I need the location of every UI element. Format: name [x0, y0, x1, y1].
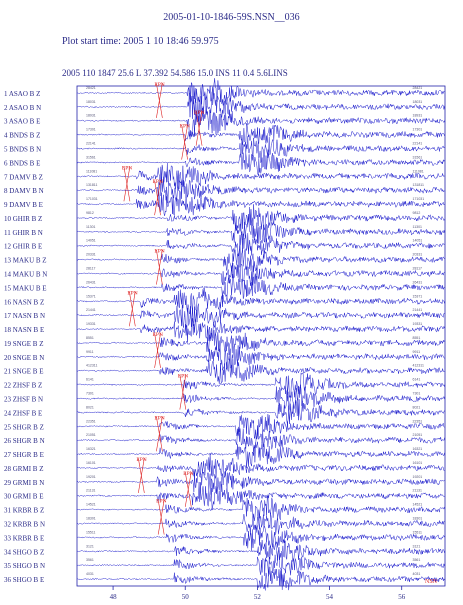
plot-title: 2005-01-10-1846-59S.NSN__036 — [163, 12, 300, 23]
pick-label-2: EPN — [179, 123, 191, 130]
trace-label-23: 23 ZHSF B N — [4, 395, 44, 404]
trace-start-amp-19: 8551 — [86, 335, 94, 340]
trace-start-amp-26: 21051 — [86, 433, 96, 438]
trace-waveform-19 — [77, 330, 445, 355]
trace-start-amp-6: 31561 — [86, 155, 96, 160]
trace-start-amp-4: 17301 — [86, 127, 96, 132]
trace-waveform-29 — [77, 469, 445, 494]
trace-label-17: 17 NASN B N — [4, 312, 46, 321]
trace-label-14: 14 MAKU B N — [4, 270, 48, 279]
trace-start-amp-21: 412311 — [86, 363, 98, 368]
x-tick-label-0: 48 — [109, 593, 117, 601]
pick-label-5: EPN — [154, 248, 165, 255]
trace-start-amp-36: 4031 — [86, 572, 94, 577]
trace-start-amp-7: 111081 — [86, 169, 98, 174]
trace-end-amp-24: 8021 — [412, 405, 421, 410]
trace-end-amp-19: 8551 — [412, 335, 421, 340]
trace-label-31: 31 KRBR B Z — [4, 506, 45, 515]
trace-waveform-2 — [77, 92, 445, 122]
trace-label-20: 20 SNGE B N — [4, 353, 45, 362]
trace-end-amp-28: 16101 — [412, 460, 423, 465]
trace-end-amp-10: 9812 — [412, 210, 421, 215]
trace-waveform-21 — [77, 359, 445, 384]
trace-end-amp-2: 18031 — [412, 99, 423, 104]
trace-label-22: 22 ZHSF B Z — [4, 381, 43, 390]
trace-label-6: 6 BNDS B E — [4, 159, 41, 168]
trace-label-15: 15 MAKU B E — [4, 284, 47, 293]
trace-start-amp-27: 16321 — [86, 447, 96, 452]
trace-end-amp-20: 9911 — [412, 349, 421, 354]
trace-end-amp-23: 7301 — [412, 391, 421, 396]
trace-label-26: 26 SHGR B N — [4, 437, 45, 446]
pick-label-8: EPN — [177, 373, 189, 380]
trace-start-amp-33: 15511 — [86, 530, 96, 535]
trace-end-amp-12: 14051 — [412, 238, 423, 243]
trace-label-30: 30 GRMI B E — [4, 492, 44, 501]
trace-label-32: 32 KRBR B N — [4, 520, 46, 529]
trace-end-amp-9: 171031 — [412, 197, 425, 202]
trace-end-amp-5: 22141 — [412, 141, 423, 146]
x-tick-label-3: 54 — [326, 593, 334, 601]
trace-start-amp-8: 131811 — [86, 183, 98, 188]
trace-waveform-10 — [77, 204, 445, 231]
trace-end-amp-32: 18301 — [412, 516, 423, 521]
trace-end-amp-29: 19201 — [412, 474, 423, 479]
trace-end-amp-3: 18931 — [412, 113, 423, 118]
trace-waveform-28 — [77, 454, 445, 477]
trace-waveform-8 — [77, 177, 445, 203]
trace-end-amp-11: 11301 — [412, 224, 423, 229]
trace-waveform-33 — [77, 526, 445, 551]
trace-end-amp-26: 21051 — [412, 433, 423, 438]
pick-label-0: EPN — [154, 82, 165, 88]
trace-waveform-5 — [77, 136, 445, 163]
trace-end-amp-31: 14521 — [412, 502, 423, 507]
trace-start-amp-11: 11301 — [86, 224, 96, 229]
trace-start-amp-13: 20331 — [86, 252, 96, 257]
trace-label-35: 35 SHGO B N — [4, 562, 46, 571]
trace-label-18: 18 NASN B E — [4, 326, 45, 335]
trace-end-amp-15: 26431 — [412, 280, 423, 285]
trace-label-33: 33 KRBR B E — [4, 534, 45, 543]
trace-label-10: 10 GHIR B Z — [4, 214, 43, 223]
trace-start-amp-15: 26431 — [86, 280, 96, 285]
trace-start-amp-10: 9812 — [86, 210, 94, 215]
trace-end-amp-6: 31561 — [412, 155, 423, 160]
trace-label-11: 11 GHIR B N — [4, 228, 43, 237]
trace-end-amp-22: 6141 — [412, 377, 421, 382]
trace-end-amp-16: 15371 — [412, 294, 423, 299]
trace-label-34: 34 SHGO B Z — [4, 548, 45, 557]
trace-label-2: 2 ASAO B N — [4, 103, 42, 112]
trace-start-amp-14: 28117 — [86, 266, 96, 271]
trace-label-12: 12 GHIR B E — [4, 242, 43, 251]
event-line: 2005 110 1847 25.6 L 37.392 54.586 15.0 INS 11 0.4 5.6LINS — [62, 68, 288, 78]
trace-label-16: 16 NASN B Z — [4, 298, 45, 307]
plot-start-time: Plot start time: 2005 1 10 18:46 59.975 — [62, 36, 219, 47]
trace-start-amp-12: 14051 — [86, 238, 96, 243]
trace-label-8: 8 DAMV B N — [4, 187, 44, 196]
trace-waveform-34 — [77, 540, 445, 562]
trace-end-amp-27: 16321 — [412, 447, 423, 452]
pick-label-9: EPN — [154, 415, 165, 422]
trace-start-amp-16: 15371 — [86, 294, 96, 299]
trace-label-28: 28 GRMI B Z — [4, 464, 44, 473]
trace-end-amp-1: 28421 — [412, 85, 423, 90]
trace-end-amp-17: 21441 — [412, 308, 423, 313]
pick-label-11: EPN — [183, 470, 194, 477]
trace-start-amp-29: 19201 — [86, 474, 96, 479]
trace-end-amp-33: 15511 — [412, 530, 423, 535]
pick-label-6: EPN — [127, 290, 138, 297]
pick-label-7: EPN — [152, 332, 163, 338]
trace-waveform-3 — [77, 106, 445, 137]
trace-label-4: 4 BNDS B Z — [4, 131, 41, 140]
trace-start-amp-17: 21441 — [86, 308, 96, 313]
trace-end-amp-21: 412311 — [412, 363, 424, 368]
trace-waveform-27 — [77, 442, 445, 468]
trace-label-1: 1 ASAO B Z — [4, 89, 41, 98]
trace-waveform-18 — [77, 318, 445, 342]
trace-waveform-24 — [77, 398, 445, 425]
trace-waveform-20 — [77, 345, 445, 370]
trace-end-amp-18: 19331 — [412, 322, 423, 327]
trace-label-9: 9 DAMV B E — [4, 201, 43, 210]
trace-end-amp-13: 20331 — [412, 252, 423, 257]
pick-label-1: EPN — [194, 109, 205, 116]
trace-label-29: 29 GRMI B N — [4, 478, 45, 487]
trace-start-amp-30: 21131 — [86, 488, 96, 493]
trace-start-amp-35: 3561 — [86, 558, 94, 563]
corner-label: NSN — [425, 579, 438, 585]
trace-start-amp-25: 22351 — [86, 419, 96, 424]
trace-start-amp-2: 18031 — [86, 99, 96, 104]
trace-start-amp-9: 171031 — [86, 197, 98, 202]
trace-waveform-32 — [77, 513, 445, 536]
trace-end-amp-14: 28117 — [412, 266, 423, 271]
pick-label-4: EPN — [152, 179, 163, 186]
trace-label-36: 36 SHGO B E — [4, 576, 45, 585]
trace-label-27: 27 SHGR B E — [4, 451, 44, 460]
trace-waveform-35 — [77, 551, 445, 577]
trace-label-19: 19 SNGE B Z — [4, 339, 44, 348]
trace-start-amp-5: 22141 — [86, 141, 96, 146]
trace-start-amp-31: 14521 — [86, 502, 96, 507]
trace-waveform-13 — [77, 246, 445, 273]
pick-label-3: EPN — [121, 165, 133, 172]
x-tick-label-4: 56 — [398, 593, 406, 601]
trace-end-amp-35: 3561 — [412, 558, 421, 563]
pick-label-12: EPN — [156, 498, 167, 505]
trace-waveform-9 — [77, 191, 445, 216]
trace-end-amp-8: 131811 — [412, 183, 424, 188]
trace-start-amp-23: 7301 — [86, 391, 94, 396]
trace-start-amp-28: 16101 — [86, 460, 96, 465]
trace-waveform-25 — [77, 414, 445, 439]
trace-waveform-1 — [77, 78, 445, 105]
trace-end-amp-4: 17301 — [412, 127, 423, 132]
trace-label-24: 24 ZHSF B E — [4, 409, 43, 418]
trace-start-amp-32: 18301 — [86, 516, 96, 521]
trace-label-3: 3 ASAO B E — [4, 117, 41, 126]
pick-label-10: EPN — [136, 457, 147, 463]
x-tick-label-1: 50 — [181, 593, 189, 601]
trace-start-amp-24: 8021 — [86, 405, 94, 410]
trace-label-25: 25 SHGR B Z — [4, 423, 44, 432]
trace-waveform-14 — [77, 263, 445, 286]
trace-end-amp-7: 111081 — [412, 169, 424, 174]
trace-start-amp-18: 19331 — [86, 322, 96, 327]
x-tick-label-2: 52 — [253, 593, 261, 601]
trace-end-amp-34: 3121 — [412, 544, 421, 549]
trace-waveform-22 — [77, 373, 445, 398]
trace-end-amp-36: 4031 — [412, 572, 421, 577]
trace-start-amp-20: 9911 — [86, 349, 94, 354]
trace-end-amp-25: 22351 — [412, 419, 423, 424]
trace-waveform-30 — [77, 482, 445, 510]
trace-label-7: 7 DAMV B Z — [4, 173, 43, 182]
trace-start-amp-3: 18931 — [86, 113, 96, 118]
trace-label-5: 5 BNDS B N — [4, 145, 42, 154]
trace-end-amp-30: 21131 — [412, 488, 423, 493]
trace-start-amp-22: 6141 — [86, 377, 94, 382]
trace-label-13: 13 MAKU B Z — [4, 256, 47, 265]
trace-waveform-4 — [77, 123, 445, 144]
trace-label-21: 21 SNGE B E — [4, 367, 44, 376]
trace-start-amp-34: 3121 — [86, 544, 94, 549]
trace-waveform-23 — [77, 385, 445, 411]
trace-start-amp-1: 28421 — [86, 85, 96, 90]
